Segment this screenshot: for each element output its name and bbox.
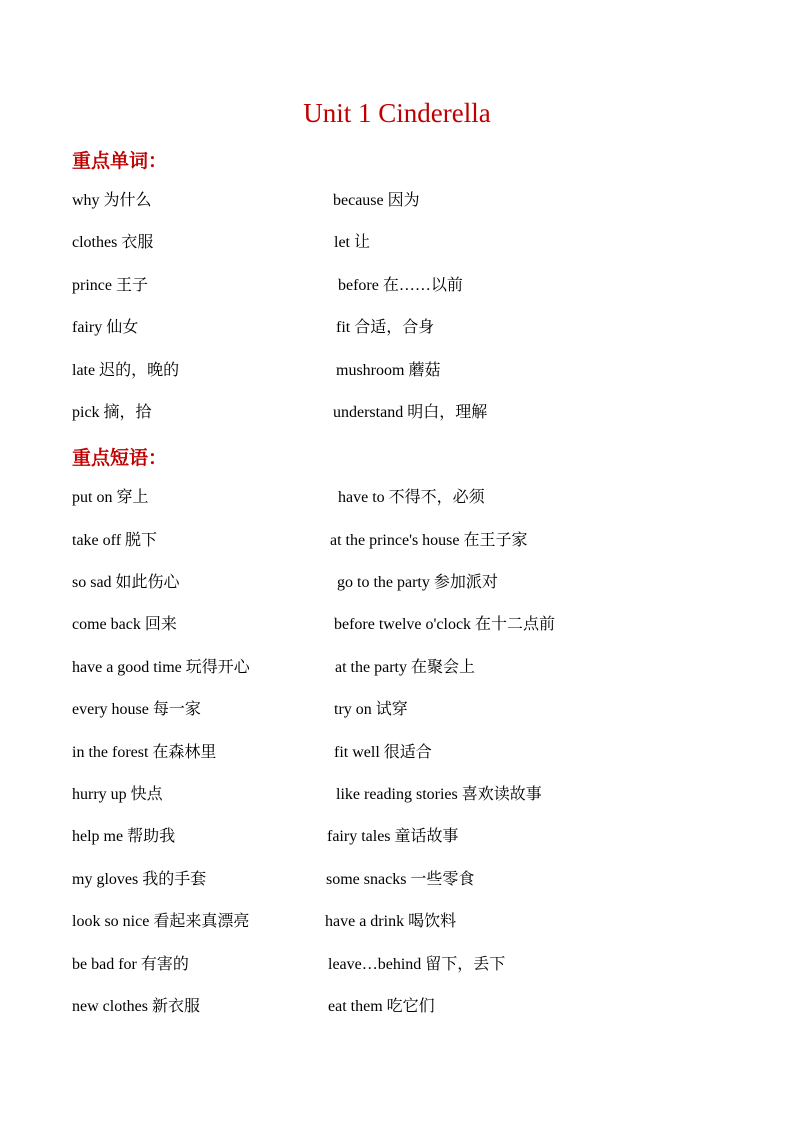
word-left: why 为什么 [72,192,152,209]
phrase-row [0,612,794,638]
phrase-right: at the party 在聚会上 [335,659,475,676]
word-right: before 在……以前 [338,277,463,294]
page-title: Unit 1 Cinderella [303,98,491,128]
phrase-right: some snacks 一些零食 [326,871,475,888]
phrase-left: look so nice 看起来真漂亮 [72,913,250,930]
phrase-row [0,867,794,893]
phrase-right: fairy tales 童话故事 [327,828,459,845]
word-left: fairy 仙女 [72,319,139,336]
phrase-right: eat them 吃它们 [328,998,435,1015]
phrase-right: before twelve o'clock 在十二点前 [334,616,556,633]
phrase-left: help me 帮助我 [72,828,176,845]
phrase-left: my gloves 我的手套 [72,871,207,888]
word-right: mushroom 蘑菇 [336,362,441,379]
word-row [0,400,794,426]
phrase-right: have a drink 喝饮料 [325,913,457,930]
phrase-row [0,655,794,681]
word-left: late 迟的，晚的 [72,362,180,379]
phrase-left: put on 穿上 [72,489,149,506]
word-row [0,315,794,341]
phrase-left: in the forest 在森林里 [72,744,217,761]
phrase-left: every house 每一家 [72,701,201,718]
phrase-right: like reading stories 喜欢读故事 [336,786,542,803]
phrase-row [0,528,794,554]
phrase-left: come back 回来 [72,616,177,633]
word-row [0,273,794,299]
phrases-heading: 重点短语： [72,447,168,469]
word-left: prince 王子 [72,277,148,294]
word-right: understand 明白，理解 [333,404,488,421]
phrase-row [0,740,794,766]
phrase-left: new clothes 新衣服 [72,998,200,1015]
phrase-row [0,697,794,723]
words-heading: 重点单词： [72,150,168,172]
word-row [0,230,794,256]
word-row [0,358,794,384]
phrase-right: try on 试穿 [334,701,408,718]
phrase-row [0,994,794,1020]
phrase-row [0,824,794,850]
phrase-row [0,782,794,808]
word-left: clothes 衣服 [72,234,154,251]
phrase-row [0,909,794,935]
word-left: pick 摘，拾 [72,404,152,421]
phrase-left: be bad for 有害的 [72,956,189,973]
phrase-row [0,485,794,511]
word-right: let 让 [334,234,370,251]
phrase-row [0,952,794,978]
word-right: fit 合适，合身 [336,319,435,336]
phrase-right: have to 不得不，必须 [338,489,485,506]
phrase-row [0,570,794,596]
phrase-right: at the prince's house 在王子家 [330,532,528,549]
phrase-left: have a good time 玩得开心 [72,659,250,676]
phrase-right: go to the party 参加派对 [337,574,498,591]
phrase-right: leave…behind 留下，丢下 [328,956,506,973]
phrase-left: hurry up 快点 [72,786,163,803]
phrase-left: take off 脱下 [72,532,158,549]
phrase-right: fit well 很适合 [334,744,432,761]
phrase-left: so sad 如此伤心 [72,574,180,591]
word-row [0,188,794,214]
word-right: because 因为 [333,192,420,209]
